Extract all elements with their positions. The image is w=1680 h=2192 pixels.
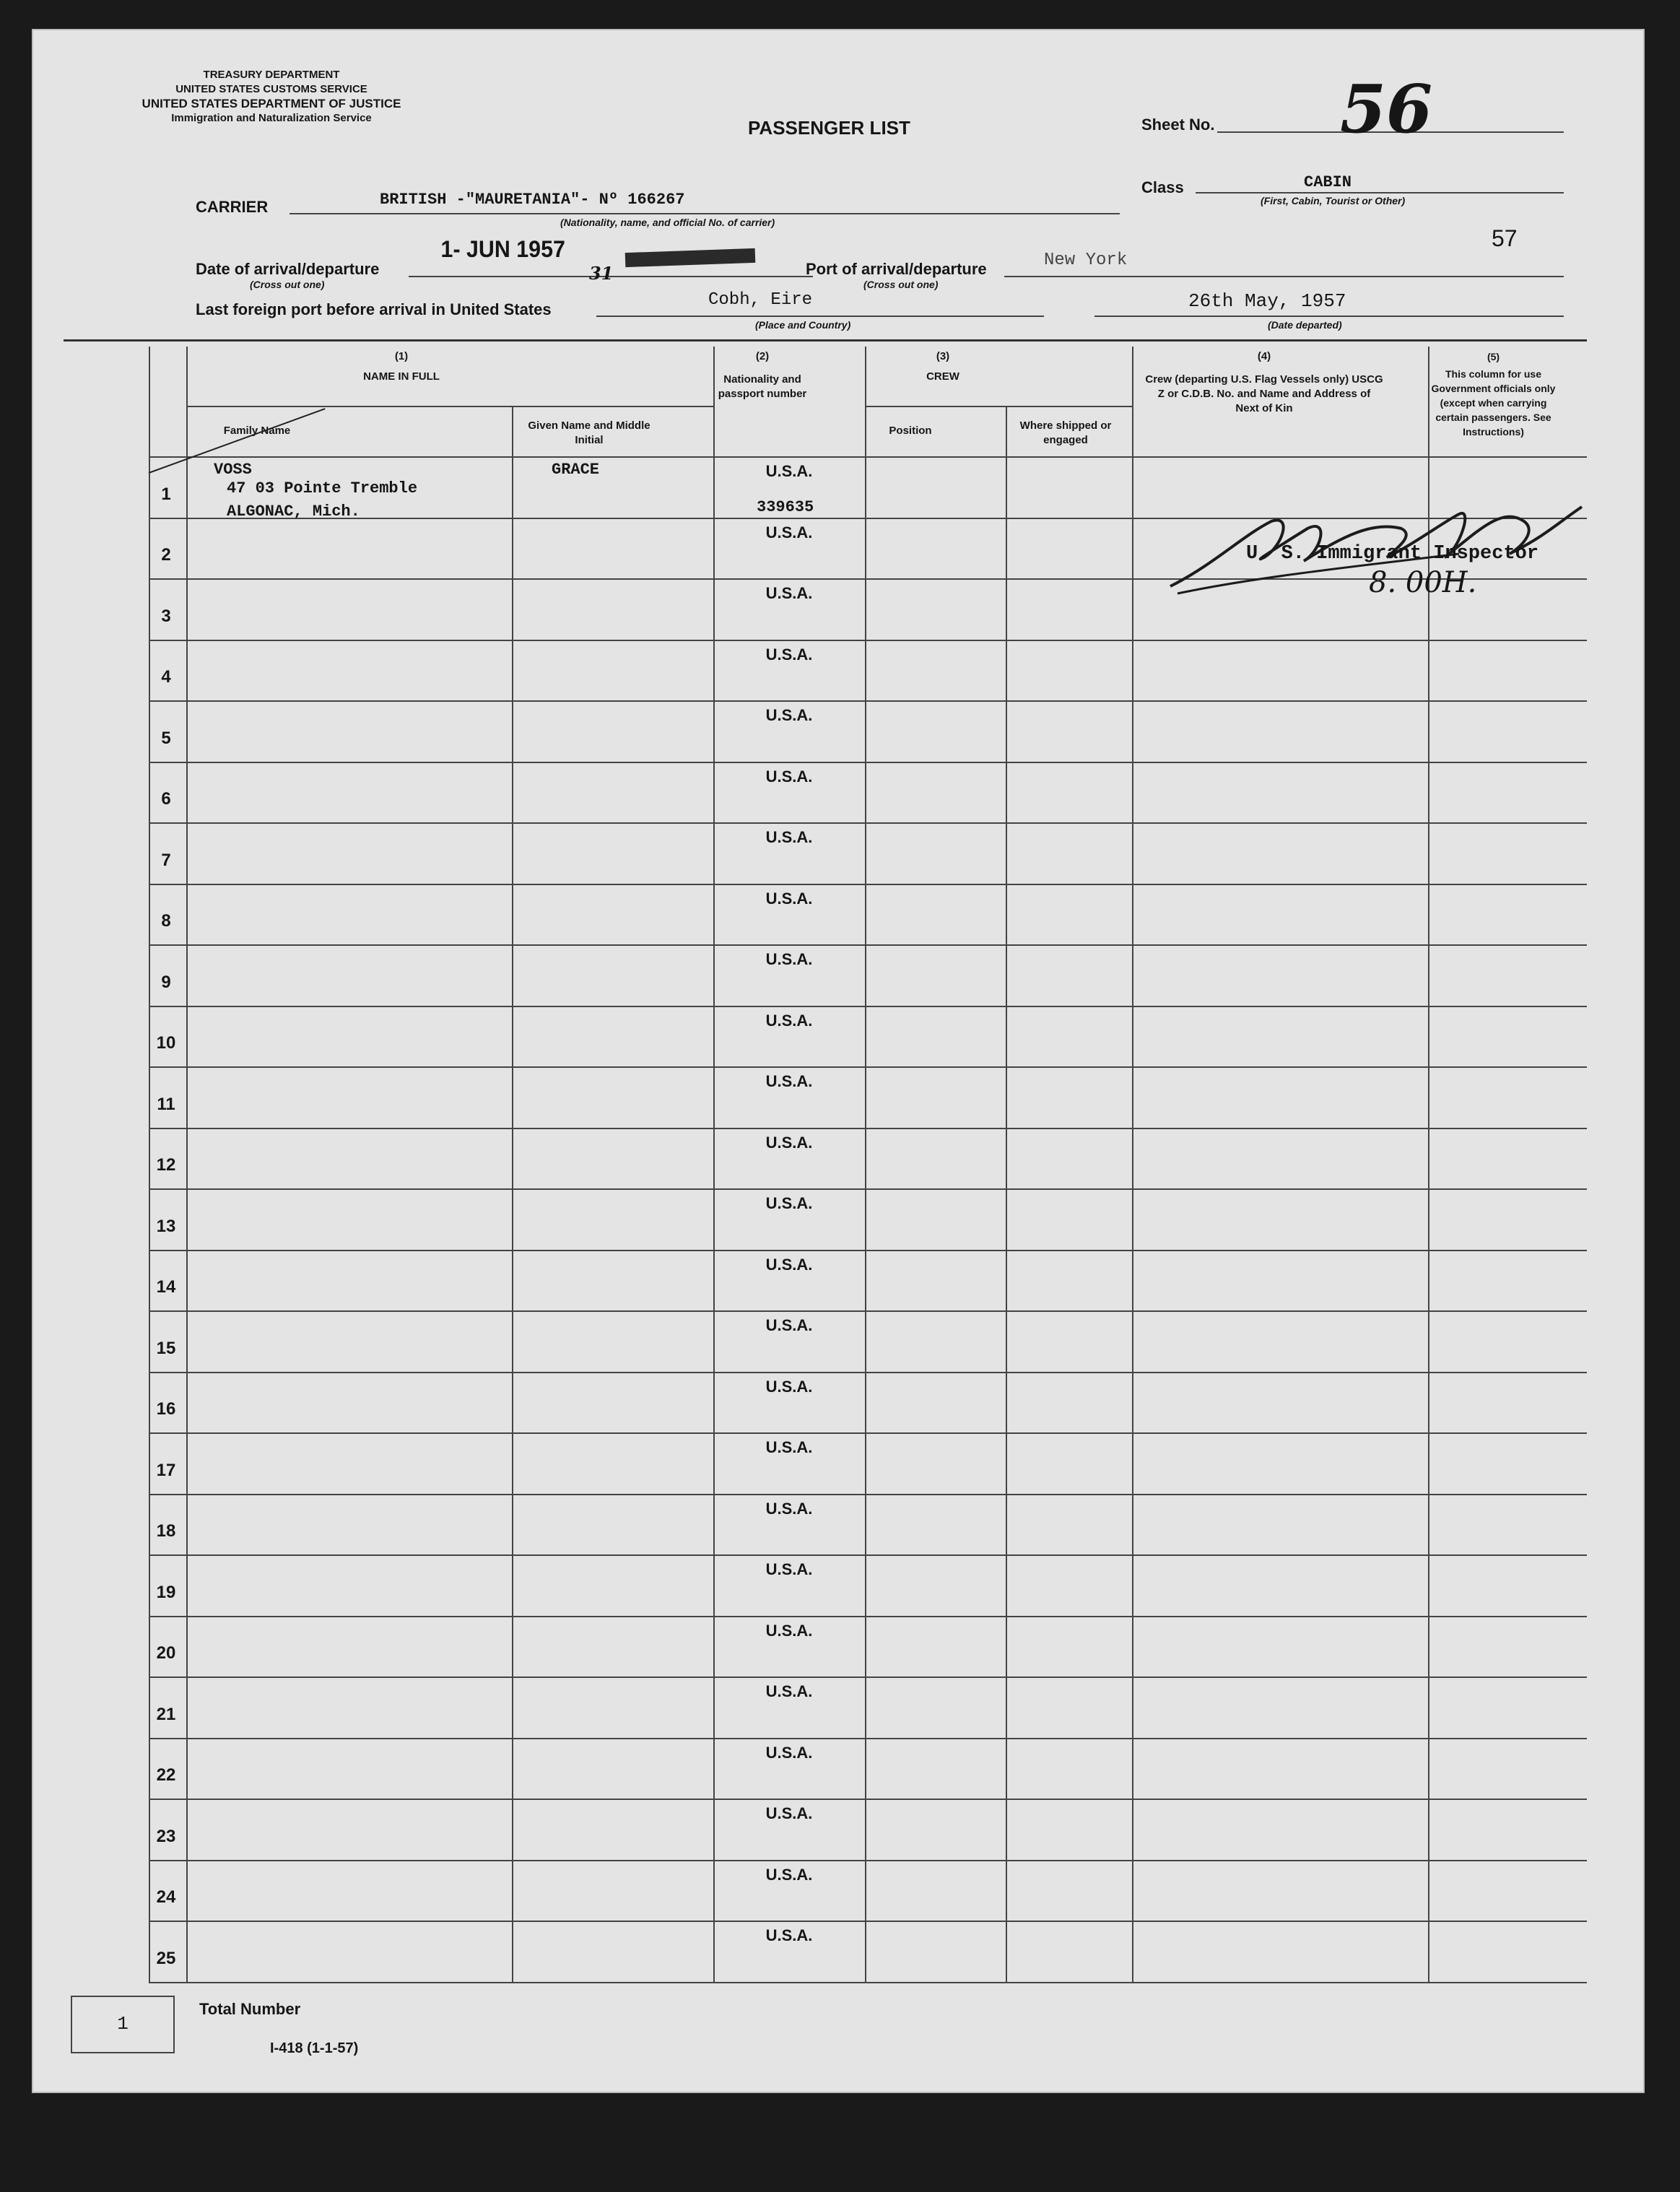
row-number: 8 xyxy=(161,911,171,931)
col3-title: CREW xyxy=(926,370,959,383)
row-number: 9 xyxy=(161,972,171,992)
sheet-number: 56 xyxy=(1340,70,1433,148)
col4-header xyxy=(1145,349,1383,416)
row-nationality: U.S.A. xyxy=(765,462,813,480)
row-nationality: U.S.A. xyxy=(765,645,813,664)
row-nationality: U.S.A. xyxy=(765,1682,813,1700)
table-row-rule xyxy=(149,1066,1587,1068)
carrier-hint: (Nationality, name, and official No. of carrier) xyxy=(560,217,775,228)
port-label: Port of arrival/departure xyxy=(806,260,987,278)
agency-block xyxy=(120,68,423,126)
col2-number: (2) xyxy=(755,350,770,362)
row-nationality: U.S.A. xyxy=(765,1255,813,1274)
row-number: 24 xyxy=(156,1887,176,1907)
table-row-rule xyxy=(149,640,1587,641)
row-nationality: U.S.A. xyxy=(765,1743,813,1762)
agency-line-2: UNITED STATES CUSTOMS SERVICE xyxy=(175,83,367,95)
col1-subheader-rule xyxy=(186,406,713,407)
row-nationality: U.S.A. xyxy=(765,1438,813,1456)
entry1-passport-number: 339635 xyxy=(757,498,814,516)
agency-line-1: TREASURY DEPARTMENT xyxy=(203,69,340,81)
position-header: Position xyxy=(889,425,932,437)
row-nationality: U.S.A. xyxy=(765,1621,813,1640)
row-nationality: U.S.A. xyxy=(765,584,813,602)
row-nationality: U.S.A. xyxy=(765,1133,813,1152)
table-row-rule xyxy=(149,1860,1587,1861)
row-nationality: U.S.A. xyxy=(765,1072,813,1090)
col5-header xyxy=(1430,349,1557,439)
table-row-rule xyxy=(149,1982,1587,1983)
row-nationality: U.S.A. xyxy=(765,1499,813,1518)
col3-col4-divider xyxy=(1132,347,1133,1982)
arrival-hint: (Cross out one) xyxy=(250,279,325,290)
row-nationality: U.S.A. xyxy=(765,1804,813,1822)
row-nationality: U.S.A. xyxy=(765,706,813,724)
row-number: 22 xyxy=(156,1765,176,1785)
entry1-address-line1: 47 03 Pointe Tremble xyxy=(227,479,418,497)
col4-number: (4) xyxy=(1257,350,1271,362)
row-number: 20 xyxy=(156,1643,176,1663)
row-number: 1 xyxy=(161,484,171,504)
rownum-divider xyxy=(186,347,188,1982)
row-number: 3 xyxy=(161,606,171,626)
table-top-rule xyxy=(64,339,1587,342)
position-shipped-divider xyxy=(1006,406,1007,1982)
col1-number: (1) xyxy=(394,350,409,362)
table-row-rule xyxy=(149,1921,1587,1922)
table-row-rule xyxy=(149,1676,1587,1678)
row-number: 21 xyxy=(156,1704,176,1724)
row-number: 23 xyxy=(156,1826,176,1846)
port-hint: (Cross out one) xyxy=(863,279,939,290)
row-number: 14 xyxy=(156,1277,176,1297)
total-value: 1 xyxy=(117,2013,129,2035)
table-row-rule xyxy=(149,1432,1587,1434)
col4-title: Crew (departing U.S. Flag Vessels only) USCG Z or C.D.B. No. and Name and Address of Next of Kin xyxy=(1145,373,1383,414)
carrier-underline xyxy=(290,213,1120,214)
row-nationality: U.S.A. xyxy=(765,523,813,542)
row-nationality: U.S.A. xyxy=(765,1316,813,1334)
row-number: 12 xyxy=(156,1155,176,1175)
row-number: 18 xyxy=(156,1521,176,1541)
class-hint: (First, Cabin, Tourist or Other) xyxy=(1261,195,1406,206)
port-value: New York xyxy=(1044,251,1128,270)
arrival-label: Date of arrival/departure xyxy=(196,260,380,278)
sheet-label: Sheet No. xyxy=(1141,116,1215,134)
row-nationality: U.S.A. xyxy=(765,1926,813,1944)
col3-number: (3) xyxy=(936,350,950,362)
shipped-header: Where shipped or engaged xyxy=(1019,419,1112,446)
table-row-rule xyxy=(149,700,1587,702)
last-port-hint: (Place and Country) xyxy=(755,319,851,331)
strikeout-mark xyxy=(625,248,756,267)
row-nationality: U.S.A. xyxy=(765,950,813,968)
row-number: 19 xyxy=(156,1582,176,1602)
class-extra-number: 57 xyxy=(1492,225,1518,251)
row-nationality: U.S.A. xyxy=(765,767,813,786)
passenger-list-form xyxy=(32,29,1645,2093)
row-number: 7 xyxy=(161,850,171,870)
carrier-label: CARRIER xyxy=(196,198,269,216)
col2-col3-divider xyxy=(865,347,866,1982)
entry1-family-name: VOSS xyxy=(214,461,252,479)
last-port-label: Last foreign port before arrival in United States xyxy=(196,300,552,318)
given-name-header: Given Name and Middle Initial xyxy=(528,419,650,446)
col5-title: This column for use Government officials only (except when carrying certain passengers. See Instructions) xyxy=(1431,368,1556,438)
row-nationality: U.S.A. xyxy=(765,1560,813,1578)
agency-line-3: UNITED STATES DEPARTMENT OF JUSTICE xyxy=(142,97,401,110)
col1-header xyxy=(293,349,510,384)
port-underline xyxy=(1004,276,1564,277)
arrival-written-day: 31 xyxy=(589,263,614,284)
class-underline xyxy=(1196,192,1564,193)
col1-title: NAME IN FULL xyxy=(363,370,440,383)
total-label: Total Number xyxy=(199,2000,301,2018)
table-row-rule xyxy=(149,762,1587,763)
last-port-value: Cobh, Eire xyxy=(708,290,813,310)
entry1-address-line2: ALGONAC, Mich. xyxy=(227,503,360,521)
row-number: 6 xyxy=(161,789,171,809)
table-row-rule xyxy=(149,1494,1587,1495)
row-number: 10 xyxy=(156,1033,176,1053)
row-number: 17 xyxy=(156,1460,176,1480)
row-nationality: U.S.A. xyxy=(765,828,813,846)
form-number: I-418 (1-1-57) xyxy=(270,2040,359,2056)
entry1-given-name: GRACE xyxy=(552,461,600,479)
row-number: 2 xyxy=(161,545,171,565)
table-row-rule xyxy=(149,1616,1587,1617)
last-port-underline xyxy=(596,316,1044,317)
col3-subheader-rule xyxy=(865,406,1132,407)
row-nationality: U.S.A. xyxy=(765,889,813,908)
page-title: PASSENGER LIST xyxy=(748,117,910,139)
col2-header xyxy=(705,349,820,401)
date-departed-value: 26th May, 1957 xyxy=(1188,290,1346,312)
header-bottom-rule xyxy=(149,456,1587,458)
table-row-rule xyxy=(149,1250,1587,1251)
family-name-header: Family Name xyxy=(223,425,291,437)
col5-number: (5) xyxy=(1487,351,1500,362)
row-nationality: U.S.A. xyxy=(765,1194,813,1212)
class-value: CABIN xyxy=(1304,173,1352,191)
table-row-rule xyxy=(149,1554,1587,1556)
arrival-stamp: 1- JUN 1957 xyxy=(440,236,565,262)
row-nationality: U.S.A. xyxy=(765,1377,813,1396)
row-nationality: U.S.A. xyxy=(765,1011,813,1030)
family-given-divider xyxy=(512,406,513,1982)
class-label: Class xyxy=(1141,178,1184,196)
row-number: 25 xyxy=(156,1948,176,1968)
inspector-initials: 8. 00H. xyxy=(1369,566,1477,599)
date-departed-underline xyxy=(1094,316,1564,317)
table-row-rule xyxy=(149,944,1587,946)
carrier-value: BRITISH -"MAURETANIA"- Nº 166267 xyxy=(380,191,685,209)
row-number: 11 xyxy=(157,1094,175,1114)
table-row-rule xyxy=(149,1188,1587,1190)
table-row-rule xyxy=(149,1006,1587,1007)
table-row-rule xyxy=(149,1128,1587,1129)
date-departed-hint: (Date departed) xyxy=(1268,319,1342,331)
col2-title: Nationality and passport number xyxy=(718,373,807,400)
table-row-rule xyxy=(149,1372,1587,1373)
table-row-rule xyxy=(149,822,1587,824)
row-number: 16 xyxy=(156,1399,176,1419)
table-row-rule xyxy=(149,1738,1587,1739)
table-row-rule xyxy=(149,884,1587,885)
total-box xyxy=(71,1996,175,2053)
row-number: 15 xyxy=(156,1338,176,1358)
table-row-rule xyxy=(149,1799,1587,1800)
table-row-rule xyxy=(149,1310,1587,1312)
col3-header xyxy=(863,349,1022,384)
inspector-title: U. S. Immigrant Inspector xyxy=(1246,543,1539,565)
agency-line-4: Immigration and Naturalization Service xyxy=(171,112,372,124)
row-number: 13 xyxy=(156,1216,176,1236)
row-number: 4 xyxy=(161,667,171,687)
row-number: 5 xyxy=(161,728,171,748)
row-nationality: U.S.A. xyxy=(765,1865,813,1884)
